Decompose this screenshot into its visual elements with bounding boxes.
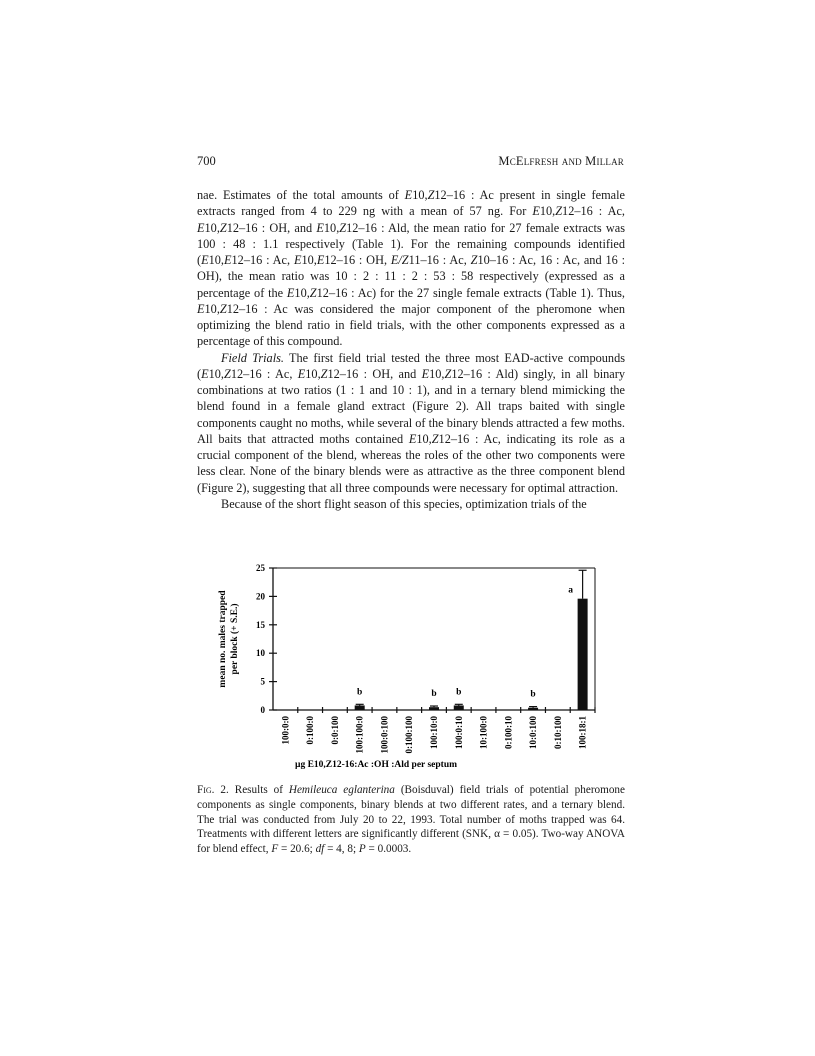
category-label: 100:10:0 xyxy=(429,716,439,749)
y-axis-title-line2: per block (+ S.E.) xyxy=(230,603,240,675)
bar xyxy=(355,705,365,710)
significance-label: a xyxy=(568,585,573,596)
category-label: 0:100:0 xyxy=(305,716,316,745)
category-label: 100:100:0 xyxy=(354,716,365,754)
category-label: 100:0:0 xyxy=(280,716,291,745)
category-label: 0:0:100 xyxy=(329,716,340,745)
y-tick-label: 25 xyxy=(256,563,265,573)
category-label: 0:10:100 xyxy=(552,716,563,749)
significance-label: b xyxy=(431,689,437,700)
y-tick-label: 15 xyxy=(256,619,265,630)
bar xyxy=(429,707,439,710)
figure-caption: Fig. 2. Results of Hemileuca eglanterina (Boisduval) field trials of potential pheromone components as single components, binary blends at two different rates, and a ternary blend. The trial was conducted from July 20 to 22, 1993. Total number of moths trapped was 64. Treatments with different letters are significantly different (SNK, α = 0.05). Two-way ANOVA for blend effect, F = 20.6; df = 4, 8; P = 0.0003. xyxy=(197,784,625,856)
bar xyxy=(578,599,588,710)
y-tick-label: 5 xyxy=(260,676,265,687)
running-head-authors: McElfresh and Millar xyxy=(498,154,624,168)
y-tick-label: 10 xyxy=(256,648,265,659)
y-axis-title-line1: mean no. males trapped xyxy=(218,590,228,688)
figure-2-chart xyxy=(215,560,615,780)
category-label: 100:0:10 xyxy=(453,716,464,749)
category-label: 0:100:10 xyxy=(503,716,514,749)
category-label: 0:100:100 xyxy=(404,716,415,754)
significance-label: b xyxy=(456,687,462,698)
bar xyxy=(528,708,538,710)
running-header xyxy=(197,154,624,172)
x-axis-title: µg E10,Z12-16:Ac :OH :Ald per septum xyxy=(294,760,458,770)
category-label: 10:100:0 xyxy=(478,716,489,749)
paragraph-1: nae. Estimates of the total amounts of E10,Z12–16 : Ac present in single female extracts ranged from 4 to 229 ng with a mean of 57 ng. For E10,Z12–16 : Ac, E10,Z12–16 : OH, and E10,Z12–16 : Ald, the mean ratio for 27 female extracts was 100 : 48 : 1.1 respectively (Table 1). For the remaining compounds identified (E10,E12–16 : Ac, E10,E12–16 : OH, E/Z11–16 : Ac, Z10–16 : Ac, 16 : Ac, and 16 : OH), the mean ratio was 10 : 2 : 11 : 2 : 53 : 58 respectively (expressed as a percentage of the E10,Z12–16 : Ac) for the 27 single female extracts (Table 1). Thus, E10,Z12–16 : Ac was considered the major component of the pheromone when optimizing the blend ratio in field trials, with the other components expressed as a percentage of this compound. xyxy=(197,188,626,349)
category-label: 10:0:100 xyxy=(528,716,539,749)
significance-label: b xyxy=(357,687,363,698)
bar xyxy=(454,705,464,710)
category-label: 100:0:100 xyxy=(379,716,390,754)
body-text xyxy=(197,187,625,512)
paragraph-3: Because of the short flight season of this species, optimization trials of the xyxy=(221,496,587,511)
significance-label: b xyxy=(530,689,536,700)
y-tick-label: 0 xyxy=(260,705,265,715)
page-number: 700 xyxy=(197,154,216,168)
paragraph-2: Field Trials. The first field trial tested the three most EAD-active compounds (E10,Z12–16 : Ac, E10,Z12–16 : OH, and E10,Z12–16 : Ald) singly, in all binary combinations at two ratios (1 : 1 and 10 : 1), and in a ternary blend mimicking the blend found in a female gland extract (Figure 2). All traps baited with single components caught no moths, while several of the binary blends attracted a few moths. All baits that attracted moths contained E10,Z12–16 : Ac, indicating its role as a crucial component of the blend, whereas the roles of the other two components were less clear. None of the binary blends were as attractive as the three component blend (Figure 2), suggesting that all three compounds were necessary for optimal attraction. xyxy=(197,350,626,495)
bar-chart xyxy=(215,560,615,780)
y-tick-label: 20 xyxy=(256,591,265,602)
category-label: 100:18:1 xyxy=(577,716,588,749)
